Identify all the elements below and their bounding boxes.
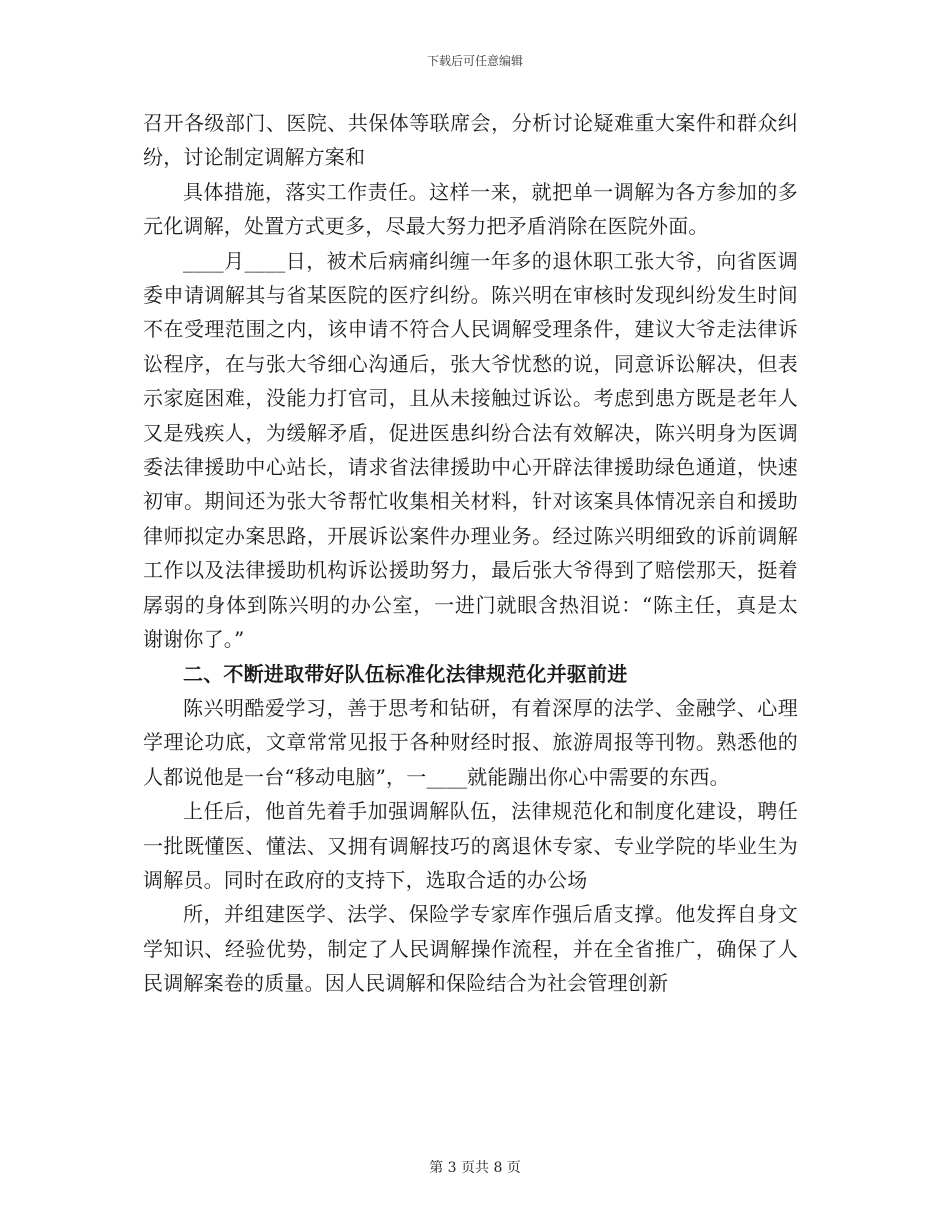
section-heading: 二、不断进取带好队伍标准化法律规范化并驱前进: [183, 661, 628, 686]
document-body: [143, 106, 798, 1001]
paragraph-5: 上任后，他首先着手加强调解队伍，法律规范化和制度化建设，聘任一批既懂医、懂法、又拥有调解技巧的离退休专家、专业学院的毕业生为调解员。同时在政府的支持下，选取合适的办公场: [143, 799, 798, 892]
paragraph-2: 具体措施，落实工作责任。这样一来，就把单一调解为各方参加的多元化调解，处置方式更多，尽最大努力把矛盾消除在医院外面。: [143, 179, 798, 239]
paragraph-3: ____月____日，被术后病痛纠缠一年多的退休职工张大爷，向省医调委申请调解其与省某医院的医疗纠纷。陈兴明在审核时发现纠纷发生时间不在受理范围之内，该申请不符合人民调解受理条件，建议大爷走法律诉讼程序，在与张大爷细心沟通后，张大爷忧愁的说，同意诉讼解决，但表示家庭困难，没能力打官司，且从未接触过诉讼。考虑到患方既是老年人又是残疾人，为缓解矛盾，促进医患纠纷合法有效解决，陈兴明身为医调委法律援助中心站长，请求省法律援助中心开辟法律援助绿色通道，快速初审。期间还为张大爷帮忙收集相关材料，针对该案具体情况亲自和援助律师拟定办案思路，开展诉讼案件办理业务。经过陈兴明细致的诉前调解工作以及法律援助机构诉讼援助努力，最后张大爷得到了赔偿那天，挺着孱弱的身体到陈兴明的办公室，一进门就眼含热泪说：“陈主任，真是太谢谢你了。”: [143, 248, 798, 652]
page-footer: 第 3 页共 8 页: [429, 1160, 521, 1176]
paragraph-4: 陈兴明酷爱学习，善于思考和钻研，有着深厚的法学、金融学、心理学理论功底，文章常常见报于各种财经时报、旅游周报等刊物。熟悉他的人都说他是一台“移动电脑”，一____就能蹦出你心中需要的东西。: [143, 695, 798, 789]
paragraph-1: 召开各级部门、医院、共保体等联席会，分析讨论疑难重大案件和群众纠纷，讨论制定调解方案和: [143, 111, 798, 170]
page-header: 下载后可任意编辑: [426, 54, 523, 68]
paragraph-6: 所，并组建医学、法学、保险学专家库作强后盾支撑。他发挥自身文学知识、经验优势，制定了人民调解操作流程，并在全省推广，确保了人民调解案卷的质量。因人民调解和保险结合为社会管理创新: [143, 902, 798, 996]
